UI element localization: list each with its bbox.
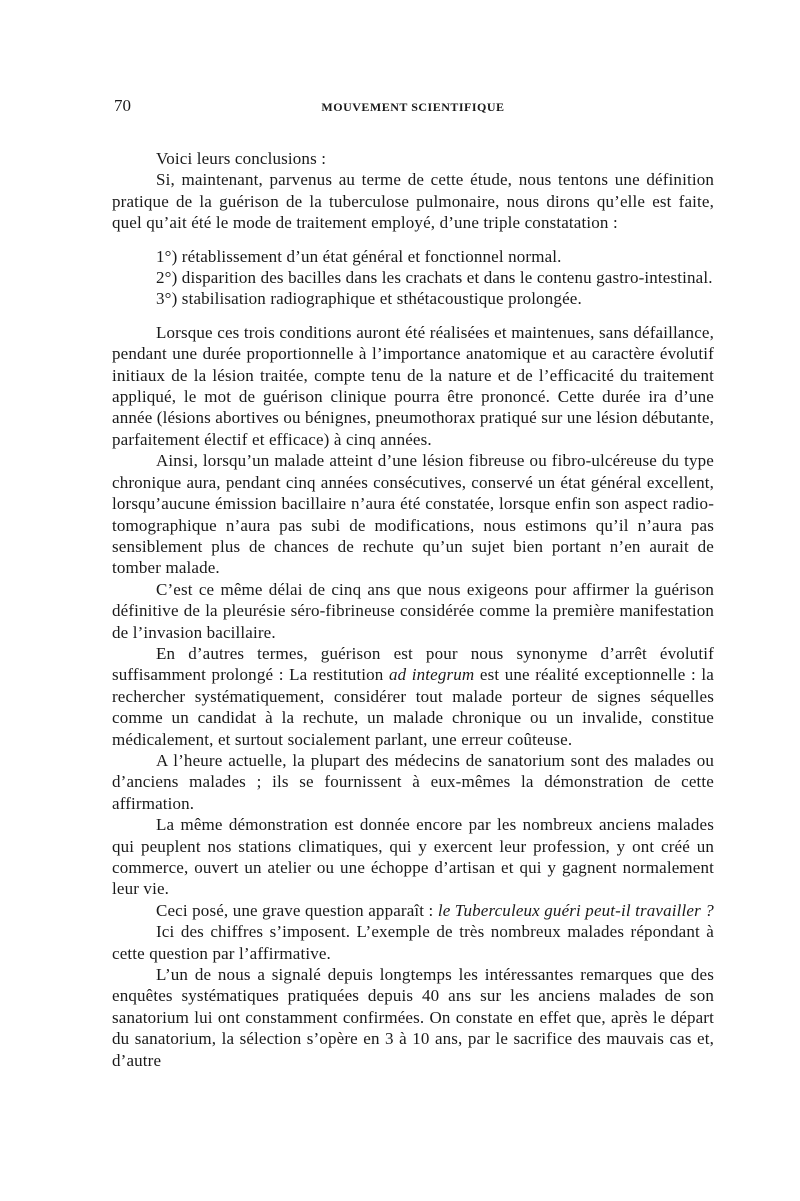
paragraph-question bbox=[112, 900, 714, 921]
paragraph-intro: Voici leurs conclusions : bbox=[156, 149, 327, 168]
paragraph-demonstration: La même démonstration est donnée encore par les nombreux anciens malades qui peuplent nos stations climatiques, qui y exercent leur profession, y ont créé un commerce, ouvert un atelier ou une échoppe d’artisan et qui y gagnent normalement leur vie. bbox=[112, 815, 714, 899]
running-header bbox=[112, 96, 714, 126]
text-run: est une réalité exceptionnelle : la rechercher systématiquement, considérer tout malade porteur de signes séquelles comme un candidat à la rechute, un malade chronique ou un invalide, constitue médicalement, et surtout socialement parlant, une erreur coûteuse. bbox=[112, 665, 714, 749]
italic-text: ad integrum bbox=[388, 665, 475, 685]
paragraph-enquetes: L’un de nous a signalé depuis longtemps les intéressantes remarques que des enquêtes systématiques pratiquées depuis 40 ans sur les anciens malades de son sanatorium lui ont constamment confirmées. On constate en effet que, après le départ du sanatorium, la sélection s’opère en 3 à 10 ans, par le sacrifice des mauvais cas et, d’autre bbox=[112, 965, 714, 1070]
text-run: Ceci posé, une grave question apparaît : bbox=[156, 900, 438, 920]
paragraph-delai: C’est ce même délai de cinq ans que nous exigeons pour affirmer la guérison définitive de la pleurésie séro-fibrineuse considérée comme la première manifestation de l’invasion bacillaire. bbox=[112, 579, 714, 642]
text-run: En d’autres termes, guérison est pour nous synonyme d’arrêt évolutif suffisamment prolongé : La restitution bbox=[112, 643, 714, 685]
list-item-1: 1°) rétablissement d’un état général et fonctionnel normal. bbox=[156, 246, 562, 266]
paragraph-conditions: Lorsque ces trois conditions auront été réalisées et maintenues, sans défaillance, pendant une durée proportionnelle à l’importance anatomique et au caractère évolutif initiaux de la lésion traitée, compte tenu de la nature et de l’efficacité du traitement appliqué, le mot de guérison clinique pourra être prononcé. Cette durée ira d’une année (lésions abortives ou bénignes, pneumothorax pratiqué sur une lésion débutante, parfaitement électif et efficace) à cinq années. bbox=[112, 322, 714, 449]
paragraph-autres-termes bbox=[112, 643, 714, 750]
list-item-2: 2°) disparition des bacilles dans les crachats et dans le contenu gastro-intestinal. bbox=[156, 268, 713, 288]
paragraph-chiffres: Ici des chiffres s’imposent. L’exemple de très nombreux malades répondant à cette question par l’affirmative. bbox=[112, 922, 714, 963]
paragraph-ainsi: Ainsi, lorsqu’un malade atteint d’une lésion fibreuse ou fibro-ulcéreuse du type chronique aura, pendant cinq années consécutives, conservé un état général excellent, lorsqu’aucune émission bacillaire n’aura été constatée, lorsque enfin son aspect radio-tomographique n’aura pas subi de modifications, nous estimons qu’il n’aura pas sensiblement plus de chances de rechute qu’un sujet bien portant n’en aurait de tomber malade. bbox=[112, 451, 714, 578]
list-item-3: 3°) stabilisation radiographique et sthétacoustique prolongée. bbox=[156, 289, 582, 309]
page-number: 70 bbox=[114, 96, 131, 115]
running-title: MOUVEMENT SCIENTIFIQUE bbox=[321, 100, 505, 114]
paragraph-heure-actuelle: A l’heure actuelle, la plupart des médecins de sanatorium sont des malades ou d’anciens malades ; ils se fournissent à eux-mêmes la démonstration de cette affirmation. bbox=[112, 750, 714, 813]
body-text bbox=[112, 148, 714, 1071]
paragraph-definition: Si, maintenant, parvenus au terme de cette étude, nous tentons une définition pratique de la guérison de la tuberculose pulmonaire, nous dirons qu’elle est faite, quel qu’ait été le mode de traitement employé, d’une triple constatation : bbox=[112, 170, 714, 233]
italic-text: le Tuberculeux guéri peut-il travailler ? bbox=[437, 900, 714, 920]
